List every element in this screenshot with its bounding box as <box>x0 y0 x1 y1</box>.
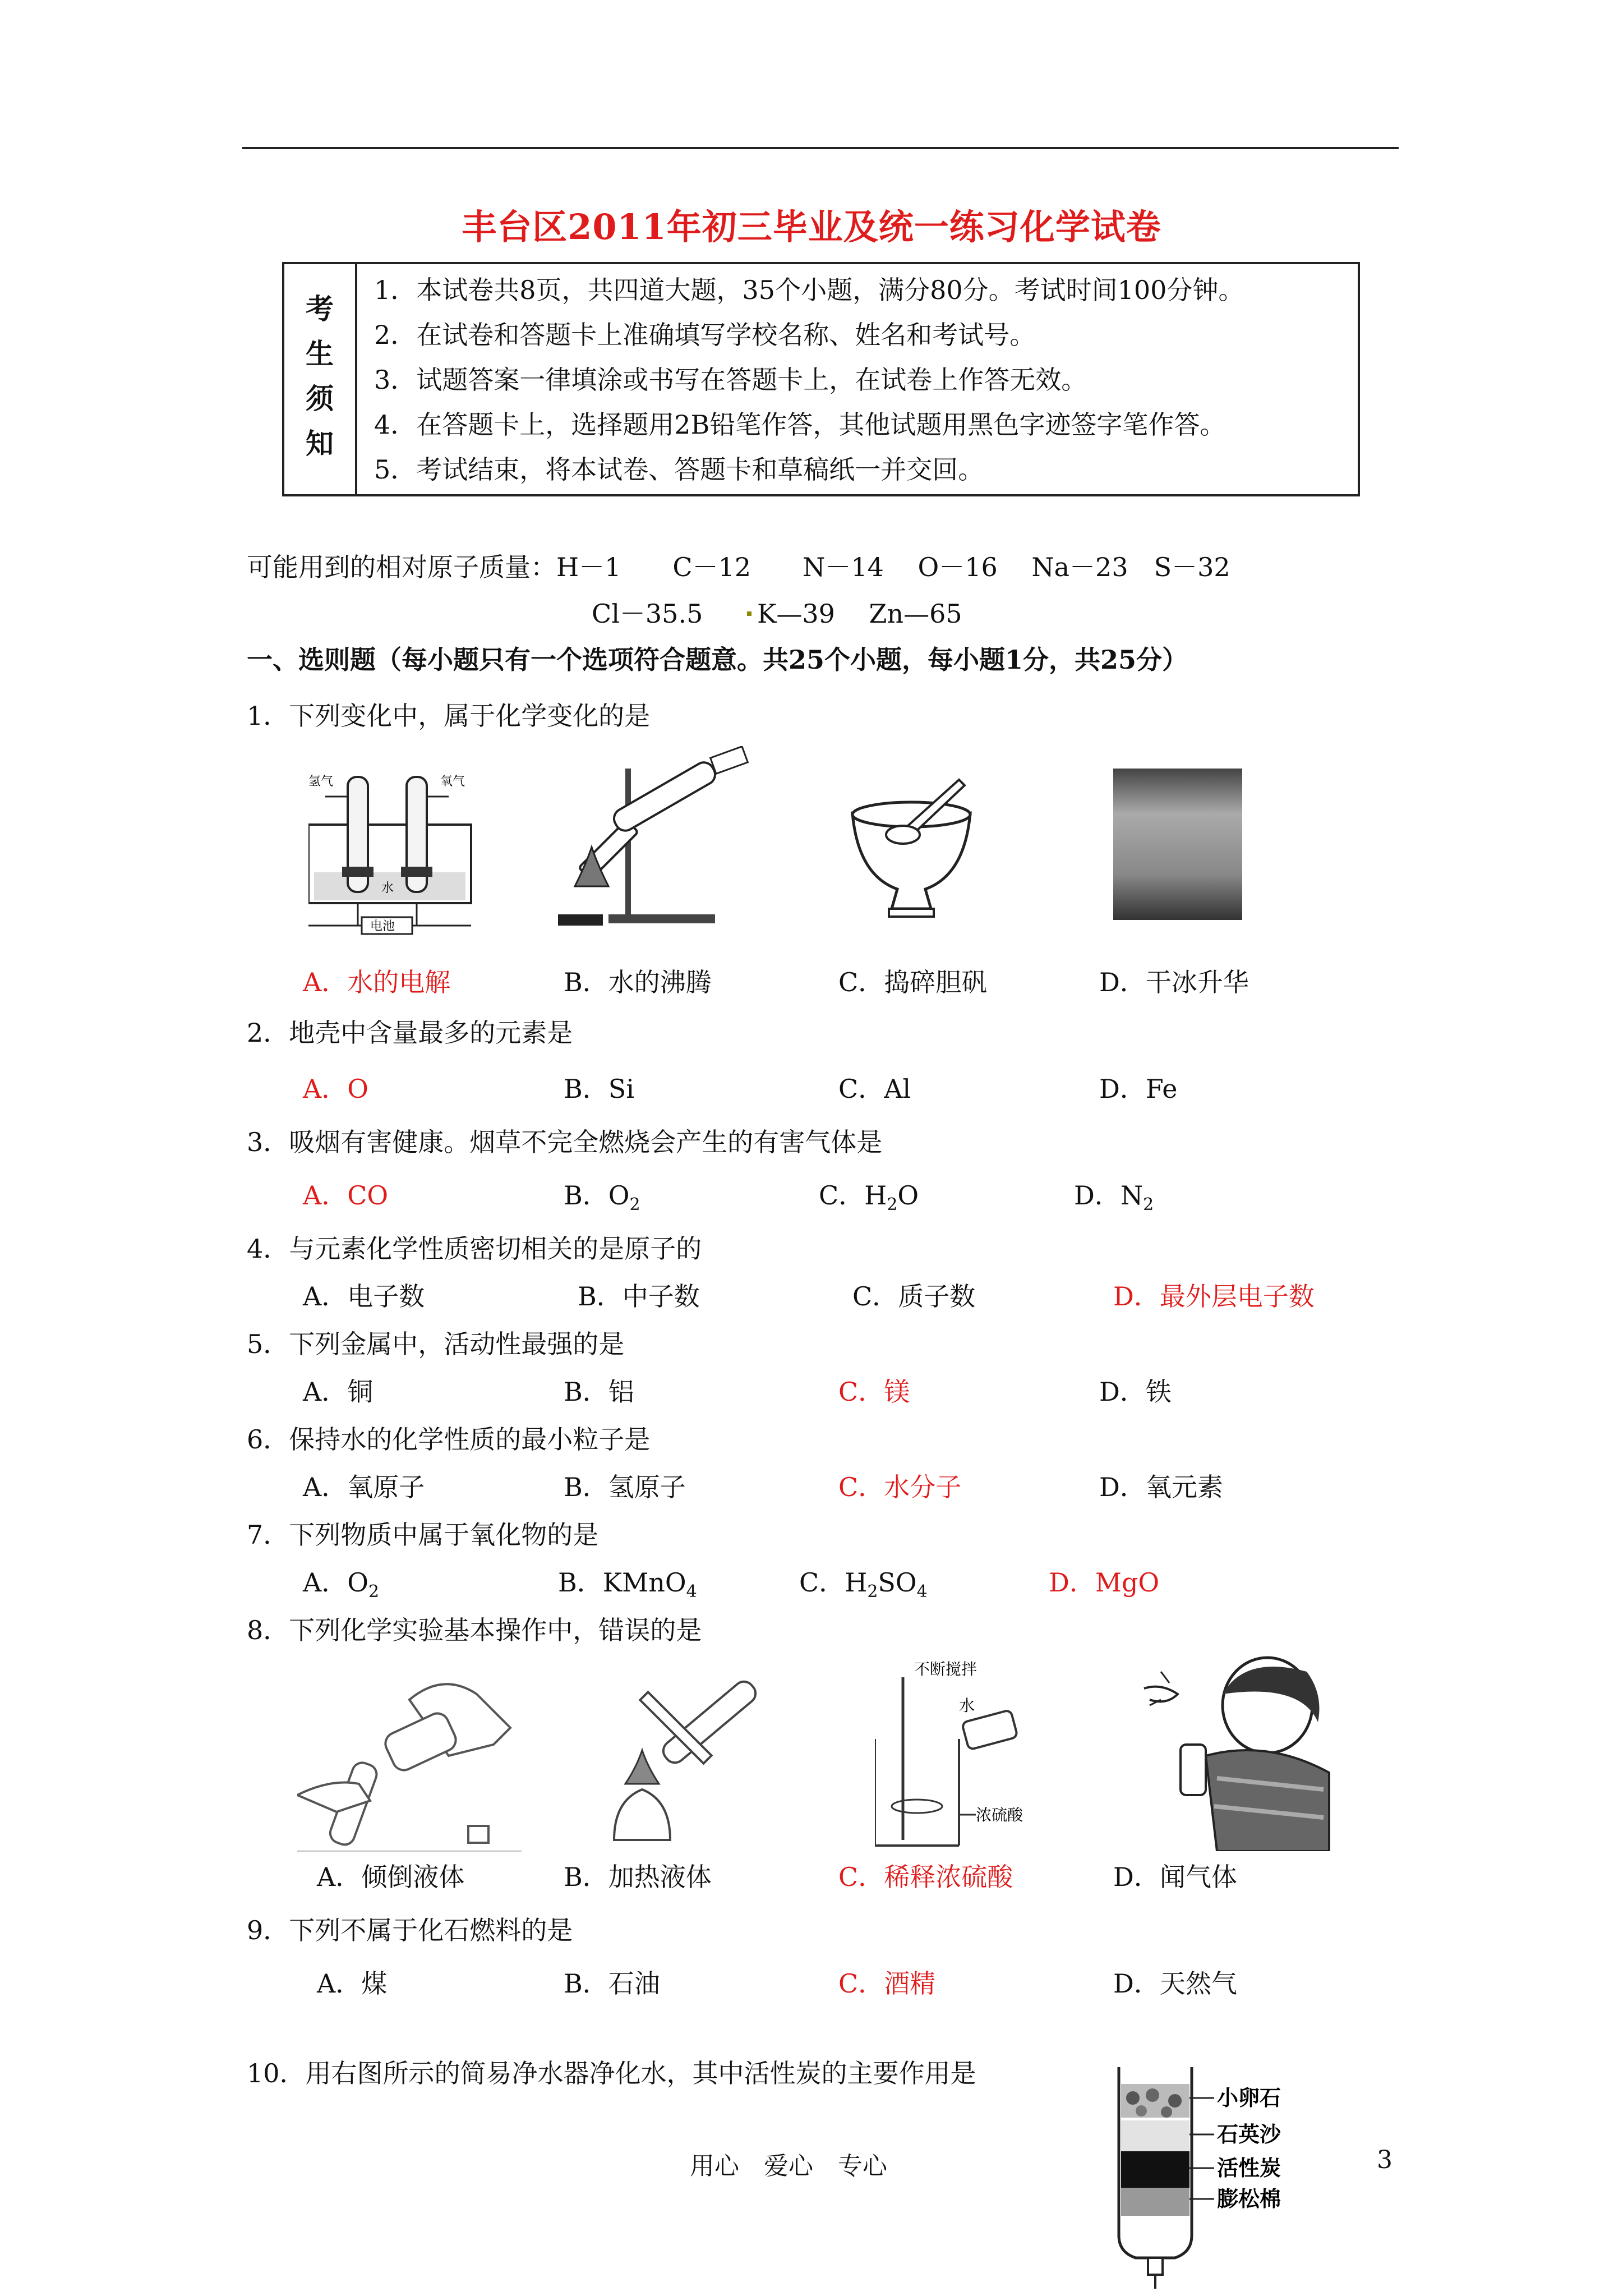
q7-option-b: B．KMnO$_4$ <box>558 1567 697 1602</box>
question-stem: 5．下列金属中，活动性最强的是 <box>247 1329 625 1359</box>
notice-item: 4．在答题卡上，选择题用2B铅笔作答，其他试题用黑色字迹签字笔作答。 <box>374 409 1226 440</box>
notice-box <box>282 262 1360 496</box>
q5-option-a: A．铜 <box>303 1377 374 1407</box>
question-stem: 4．与元素化学性质密切相关的是原子的 <box>247 1234 702 1264</box>
h2-label: 氢气 <box>308 775 334 789</box>
q9-option-a: A．煤 <box>317 1968 388 1999</box>
water-filter-figure <box>1113 2067 1332 2292</box>
o2-label: 氧气 <box>440 775 465 789</box>
q1-option-c: C．捣碎胆矾 <box>838 967 988 997</box>
q1-option-b: B．水的沸腾 <box>564 967 712 997</box>
q3-option-b: B．$O_2$ <box>564 1180 640 1215</box>
page-number: 3 <box>1377 2146 1393 2174</box>
notice-side-label <box>284 264 357 494</box>
dry-ice-figure <box>1113 769 1242 920</box>
q7-option-a: A．$O_2$ <box>303 1567 380 1602</box>
question-stem: 6．保持水的化学性质的最小粒子是 <box>247 1424 651 1455</box>
q8-water-label: 水 <box>959 1696 975 1715</box>
notice-side-char: 知 <box>306 427 334 460</box>
q3-option-a: A．CO <box>303 1180 389 1211</box>
notice-item: 1．本试卷共8页，共四道大题，35个小题，满分80分。考试时间100分钟。 <box>374 275 1244 305</box>
pour-liquid-figure <box>297 1666 522 1857</box>
q1-option-a: A．水的电解 <box>303 967 451 997</box>
q6-option-d: D．氧元素 <box>1099 1472 1223 1502</box>
notice-item: 2．在试卷和答题卡上准确填写学校名称、姓名和考试号。 <box>374 320 1036 350</box>
notice-item: 5．考试结束，将本试卷、答题卡和草稿纸一并交回。 <box>374 454 984 485</box>
question-stem: 1．下列变化中，属于化学变化的是 <box>247 701 651 731</box>
filter-label: 活性炭 <box>1217 2155 1281 2180</box>
filter-label: 石英沙 <box>1217 2122 1281 2147</box>
q5-option-c: C．镁 <box>838 1377 910 1407</box>
q6-option-b: B．氢原子 <box>564 1472 686 1502</box>
atomic-mass-line2a: Cl－35.5 <box>592 599 703 629</box>
q8-option-d: D．闻气体 <box>1113 1862 1237 1892</box>
q4-option-c: C．质子数 <box>852 1281 976 1312</box>
notice-item: 3．试题答案一律填涂或书写在答题卡上，在试卷上作答无效。 <box>374 365 1087 395</box>
q2-option-d: D．Fe <box>1099 1074 1178 1104</box>
q8-option-a: A．倾倒液体 <box>317 1862 465 1892</box>
q7-option-d: D．MgO <box>1049 1567 1160 1598</box>
q5-option-b: B．铝 <box>564 1377 634 1407</box>
q4-option-d: D．最外层电子数 <box>1113 1281 1315 1312</box>
filter-label: 小卵石 <box>1217 2085 1281 2110</box>
electrolysis-figure <box>308 763 494 937</box>
q7-option-c: C．$H_2SO_4$ <box>799 1567 928 1602</box>
q6-option-c: C．水分子 <box>838 1472 962 1502</box>
q2-option-a: A．O <box>303 1074 368 1104</box>
q9-option-d: D．天然气 <box>1113 1968 1237 1999</box>
atomic-mass-line2b: K—39 Zn—65 <box>757 599 962 629</box>
header-rule <box>242 147 1399 149</box>
page-title: 丰台区2011年初三毕业及统一练习化学试卷 <box>462 206 1161 247</box>
q1-option-d: D．干冰升华 <box>1099 967 1249 997</box>
q9-option-b: B．石油 <box>564 1968 660 1999</box>
q4-option-b: B．中子数 <box>578 1281 700 1312</box>
question-stem: 9．下列不属于化石燃料的是 <box>247 1915 573 1945</box>
heat-liquid-figure <box>603 1677 788 1851</box>
atomic-mass-line1: 可能用到的相对原子质量：H－1 C－12 N－14 O－16 Na－23 S－32 <box>247 552 1230 582</box>
question-stem: 2．地壳中含量最多的元素是 <box>247 1018 573 1048</box>
notice-side-char: 生 <box>306 337 334 370</box>
notice-side-char: 考 <box>306 292 334 325</box>
water-label: 水 <box>381 881 394 895</box>
q3-option-d: D．$N_2$ <box>1074 1180 1154 1215</box>
battery-label: 电池 <box>370 919 395 933</box>
dilute-acid-figure <box>875 1655 1077 1857</box>
stray-dot <box>747 611 751 616</box>
mortar-figure <box>847 774 976 926</box>
question-stem: 8．下列化学实验基本操作中，错误的是 <box>247 1615 702 1645</box>
heating-tube-figure <box>552 746 760 931</box>
q5-option-d: D．铁 <box>1099 1377 1172 1407</box>
section-heading: 一、选则题（每小题只有一个选项符合题意。共25个小题，每小题1分，共25分） <box>247 645 1188 675</box>
q2-option-b: B．Si <box>564 1074 635 1104</box>
q8-option-c: C．稀释浓硫酸 <box>838 1862 1013 1892</box>
acid-label: 浓硫酸 <box>976 1806 1023 1824</box>
q8-option-b: B．加热液体 <box>564 1862 712 1892</box>
notice-side-char: 须 <box>306 382 334 415</box>
question-stem: 3．吸烟有害健康。烟草不完全燃烧会产生的有害气体是 <box>247 1127 883 1157</box>
question-stem: 10．用右图所示的简易净水器净化水，其中活性炭的主要作用是 <box>247 2058 976 2088</box>
smell-gas-figure <box>1127 1655 1340 1851</box>
q4-option-a: A．电子数 <box>303 1281 425 1312</box>
q9-option-c: C．酒精 <box>838 1968 936 1999</box>
q6-option-a: A．氧原子 <box>303 1472 425 1502</box>
q2-option-c: C．Al <box>838 1074 911 1104</box>
q3-option-c: C．$H_2O$ <box>819 1180 919 1215</box>
question-stem: 7．下列物质中属于氧化物的是 <box>247 1520 599 1550</box>
filter-label: 膨松棉 <box>1217 2186 1281 2211</box>
footer-motto: 用心 爱心 专心 <box>690 2152 887 2180</box>
stir-label: 不断搅拌 <box>914 1660 978 1678</box>
